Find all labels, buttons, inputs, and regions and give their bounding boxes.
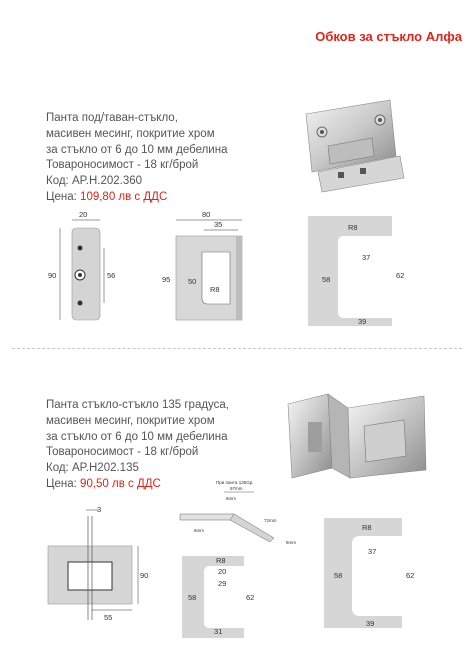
product2-price-value: 90,50 лв с ДДС [80,477,161,490]
product1-line1: Панта под/таван-стъкло, [46,112,178,124]
product2-line3: за стъкло от 6 до 10 мм дебелина [46,430,228,443]
drawing-front-1 [158,208,248,328]
product1-price [46,190,227,206]
dim-side-height2: 56 [107,271,116,280]
iso-dim1: 97mm [230,486,243,491]
drawing-glass-1 [304,212,414,330]
iso-dim4: 72mm [264,518,277,523]
dim-glass-a: 37 [362,253,371,262]
dim-glass2-d: 39 [366,619,375,628]
dim-glass-c: 58 [322,275,331,284]
dim-front-height2: 50 [188,277,197,286]
dim-small-radius: R8 [216,556,226,565]
dim-small-d: 31 [214,627,223,636]
drawing-small-2 [176,552,262,640]
dim-front-radius: R8 [210,285,220,294]
dim-glass2-c: 58 [334,571,343,580]
iso-title: При панта 135Gp. [216,480,254,485]
product1-code: Код: AP.H.202.360 [46,175,143,188]
product1-line2: масивен месинг, покритие хром [46,127,215,140]
dim-small-e: 20 [218,567,227,576]
dim-glass2-radius: R8 [362,523,372,532]
product1-description [46,111,227,206]
hinge-photo-1 [300,96,410,196]
page-title: Обков за стъкло Алфа [315,29,462,44]
dim-front2-width: 55 [104,613,113,622]
dim-front2-height: 90 [140,571,149,580]
iso-dim5: 8mm [286,540,296,545]
dim-glass-radius: R8 [348,223,358,232]
dim-front2-thickness: 3 [97,505,102,514]
product1-price-value: 109,80 лв с ДДС [80,190,168,203]
dim-side-width: 20 [79,210,88,219]
dim-small-a: 29 [218,579,227,588]
drawing-glass-2 [320,512,430,632]
product1-price-label: Цена: [46,190,81,203]
dim-front-height: 95 [162,275,171,284]
product2-line4: Товароносимост - 18 кг/брой [46,446,199,459]
iso-dim3: 8mm [194,528,204,533]
hinge-photo-2 [284,390,430,490]
product2-code: Код: AP.H202.135 [46,462,139,475]
product2-price-label: Цена: [46,477,81,490]
product2-line1: Панта стъкло-стъкло 135 градуса, [46,399,230,411]
drawing-iso-2 [174,478,304,550]
dim-glass2-a: 37 [368,547,377,556]
dim-front-width2: 35 [214,220,223,229]
dim-small-b: 62 [246,593,255,602]
product1-line3: за стъкло от 6 до 10 мм дебелина [46,143,228,156]
drawing-side-1 [44,208,114,328]
section-divider [12,348,462,349]
product1-line4: Товароносимост - 18 кг/брой [46,159,199,172]
dim-front-width: 80 [202,210,211,219]
product2-line2: масивен месинг, покритие хром [46,414,215,427]
dim-glass-b: 62 [396,271,405,280]
dim-side-height: 90 [48,271,57,280]
drawing-front-2 [46,500,156,630]
dim-glass2-b: 62 [406,571,415,580]
dim-glass-d: 39 [358,317,367,326]
dim-small-c: 58 [188,593,197,602]
iso-dim2: 8mm [226,496,236,501]
